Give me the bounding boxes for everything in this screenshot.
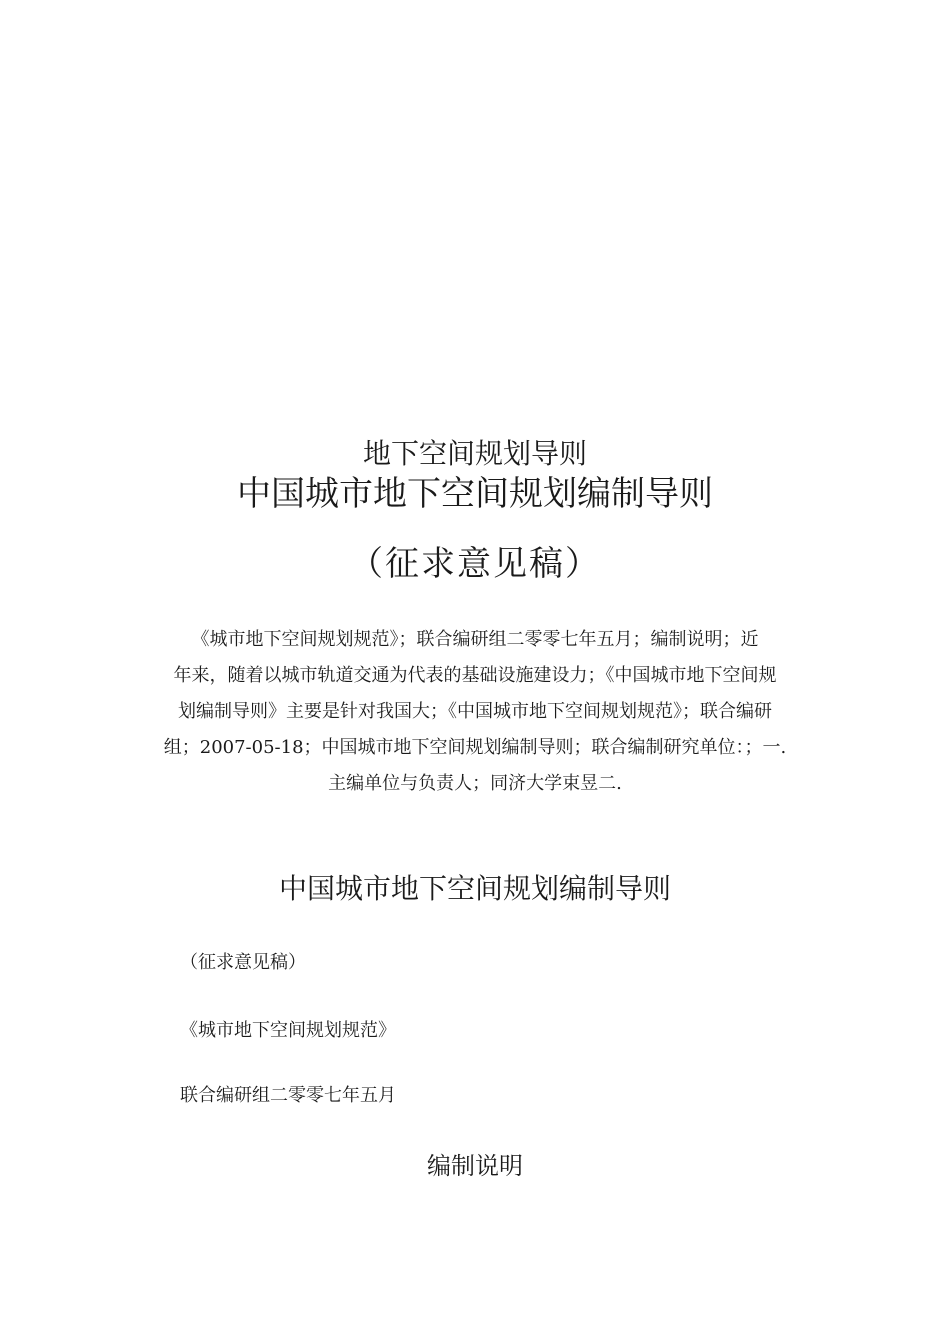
summary-line: 主编单位与负责人；同济大学束昱二. <box>328 773 622 794</box>
spec-title: 《城市地下空间规划规范》 <box>180 1020 396 1041</box>
cover-title: 中国城市地下空间规划编制导则 <box>237 474 713 514</box>
summary-line: 划编制导则》主要是针对我国大；《中国城市地下空间规划规范》；联合编研 <box>178 701 772 722</box>
summary-line: 《城市地下空间规划规范》；联合编研组二零零七年五月；编制说明；近 <box>191 629 759 650</box>
group-date-line: 联合编研组二零零七年五月 <box>180 1085 396 1106</box>
draft-note: （征求意见稿） <box>180 952 306 973</box>
cover-subtitle: 地下空间规划导则 <box>362 437 587 470</box>
section-heading: 编制说明 <box>427 1152 523 1180</box>
summary-paragraph <box>140 622 810 802</box>
cover-draft-note: （征求意见稿） <box>349 544 601 584</box>
summary-line: 年来，随着以城市轨道交通为代表的基础设施建设力；《中国城市地下空间规 <box>173 665 777 686</box>
summary-line: 组；2007-05-18；中国城市地下空间规划编制导则；联合编制研究单位：；一. <box>163 737 787 758</box>
document-heading: 中国城市地下空间规划编制导则 <box>278 872 671 905</box>
